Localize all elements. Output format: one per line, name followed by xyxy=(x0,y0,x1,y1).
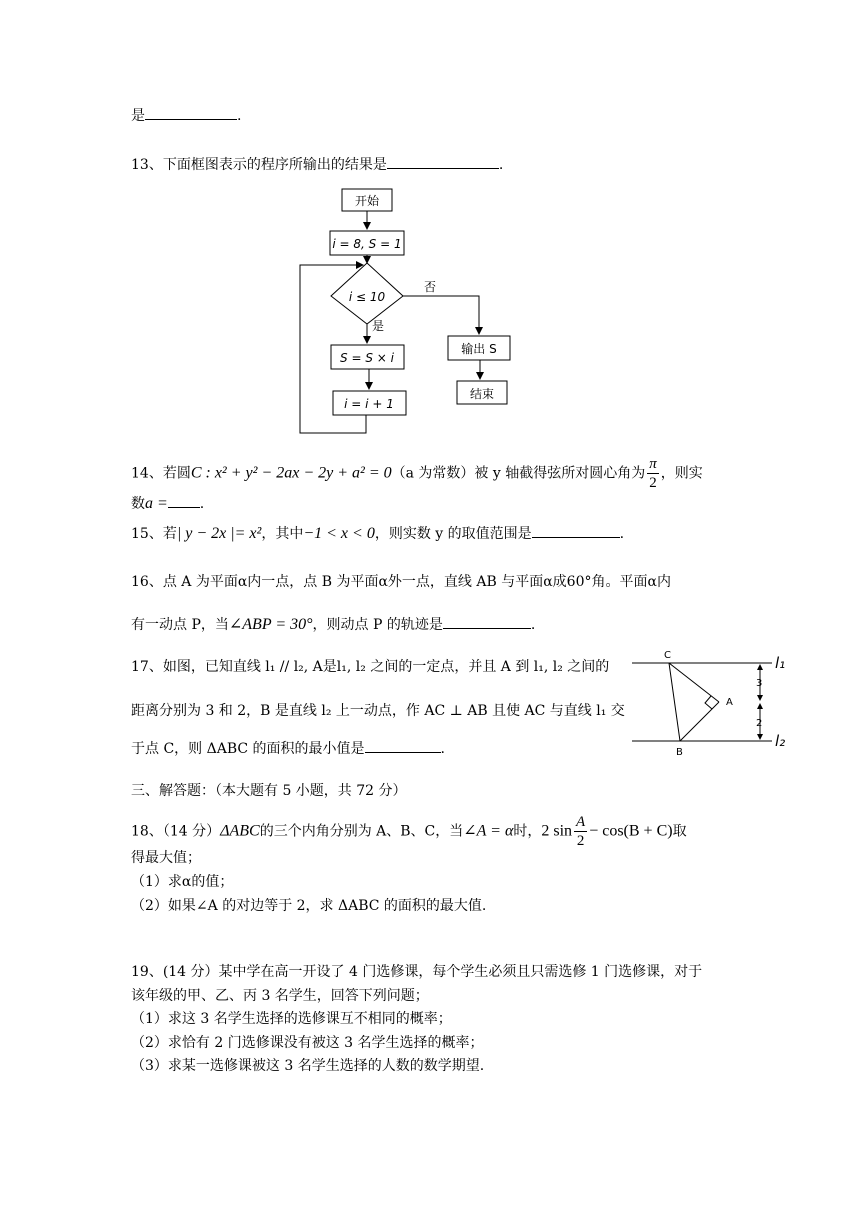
label-l2: l₂ xyxy=(775,732,786,750)
question-16-line1: 16、点 A 为平面α内一点，点 B 为平面α外一点，直线 AB 与平面α成60°角。平面α内 xyxy=(131,574,671,590)
segment-cb xyxy=(669,663,680,741)
section-3-heading: 三、解答题：（本大题有 5 小题，共 72 分） xyxy=(131,783,407,799)
label-a: A xyxy=(726,697,733,708)
question-18-line2: 得最大值； xyxy=(131,850,201,866)
answer-blank xyxy=(443,614,531,629)
end-label: 结束 xyxy=(469,387,495,401)
answer-blank xyxy=(387,154,499,169)
continued-question-line: 是 . xyxy=(131,105,241,126)
no-label: 否 xyxy=(423,280,437,294)
segment-ca xyxy=(669,663,719,702)
segment-ab xyxy=(680,702,719,741)
geometry-figure xyxy=(630,645,790,760)
fraction-pi-over-2: $\frac{\pi}{2}$ xyxy=(649,456,657,491)
answer-blank xyxy=(168,493,200,508)
question-18-part2: （2）如果∠A 的对边等于 2，求 ΔABC 的面积的最大值. xyxy=(131,898,487,914)
flowchart xyxy=(290,180,530,440)
question-14-line1: 14、若圆C : x² + y² − 2ax − 2y + a² = 0（a 为常数）被 y 轴截得弦所对圆心角为 $\frac{\pi}{2}$ ，则实 xyxy=(131,456,703,491)
question-19-part2: （2）求恰有 2 门选修课没有被这 3 名学生选择的概率； xyxy=(131,1035,484,1051)
start-label: 开始 xyxy=(354,194,380,208)
label-b: B xyxy=(676,747,683,758)
question-19-line1: 19、(14 分）某中学在高一开设了 4 门选修课，每个学生必须且只需选修 1 门选修课，对于 xyxy=(131,964,703,980)
question-15: 15、若| y − 2x |= x²，其中−1 < x < 0，则实数 y 的取值范围是 . xyxy=(131,525,625,542)
question-13: 13、下面框图表示的程序所输出的结果是 . xyxy=(131,154,503,175)
label-distance-2: 2 xyxy=(756,718,763,729)
question-19-line2: 该年级的甲、乙、丙 3 名学生，回答下列问题； xyxy=(131,988,429,1004)
answer-blank xyxy=(145,105,237,120)
answer-blank xyxy=(532,523,620,538)
question-18-line1: 18、（14 分）ΔABC的三个内角分别为 A、B、C，当∠A = α时，2 sin $\frac{A}{2}$ − cos(B + C)取 xyxy=(131,814,687,849)
label-l1: l₁ xyxy=(775,654,786,672)
step1-label: S = S × i xyxy=(340,351,394,365)
yes-label: 是 xyxy=(371,319,385,333)
answer-blank xyxy=(365,738,441,753)
label-c: C xyxy=(664,650,671,661)
question-18-part1: （1）求α的值； xyxy=(131,874,234,890)
question-16-line2: 有一动点 P，当∠ABP = 30°，则动点 P 的轨迹是 . xyxy=(131,616,536,633)
question-17-line3: 于点 C，则 ΔABC 的面积的最小值是 . xyxy=(131,738,445,759)
step2-label: i = i + 1 xyxy=(344,397,394,411)
question-17-line2: 距离分别为 3 和 2，B 是直线 l₂ 上一动点，作 AC ⊥ AB 且使 AC 与直线 l₁ 交 xyxy=(131,703,625,719)
question-19-part3: （3）求某一选修课被这 3 名学生选择的人数的数学期望. xyxy=(131,1058,485,1074)
right-angle-mark xyxy=(705,696,712,709)
fraction-a-over-2: $\frac{A}{2}$ xyxy=(576,814,586,849)
question-14-line2: 数a = . xyxy=(131,495,205,512)
label-distance-3: 3 xyxy=(756,678,763,689)
question-19-part1: （1）求这 3 名学生选择的选修课互不相同的概率； xyxy=(131,1011,452,1027)
question-17-line1: 17、如图，已知直线 l₁ // l₂, A是l₁, l₂ 之间的一定点，并且 A 到 l₁, l₂ 之间的 xyxy=(131,659,610,675)
init-label: i = 8, S = 1 xyxy=(332,237,402,251)
output-label: 输出 S xyxy=(461,342,497,356)
condition-label: i ≤ 10 xyxy=(348,290,386,304)
